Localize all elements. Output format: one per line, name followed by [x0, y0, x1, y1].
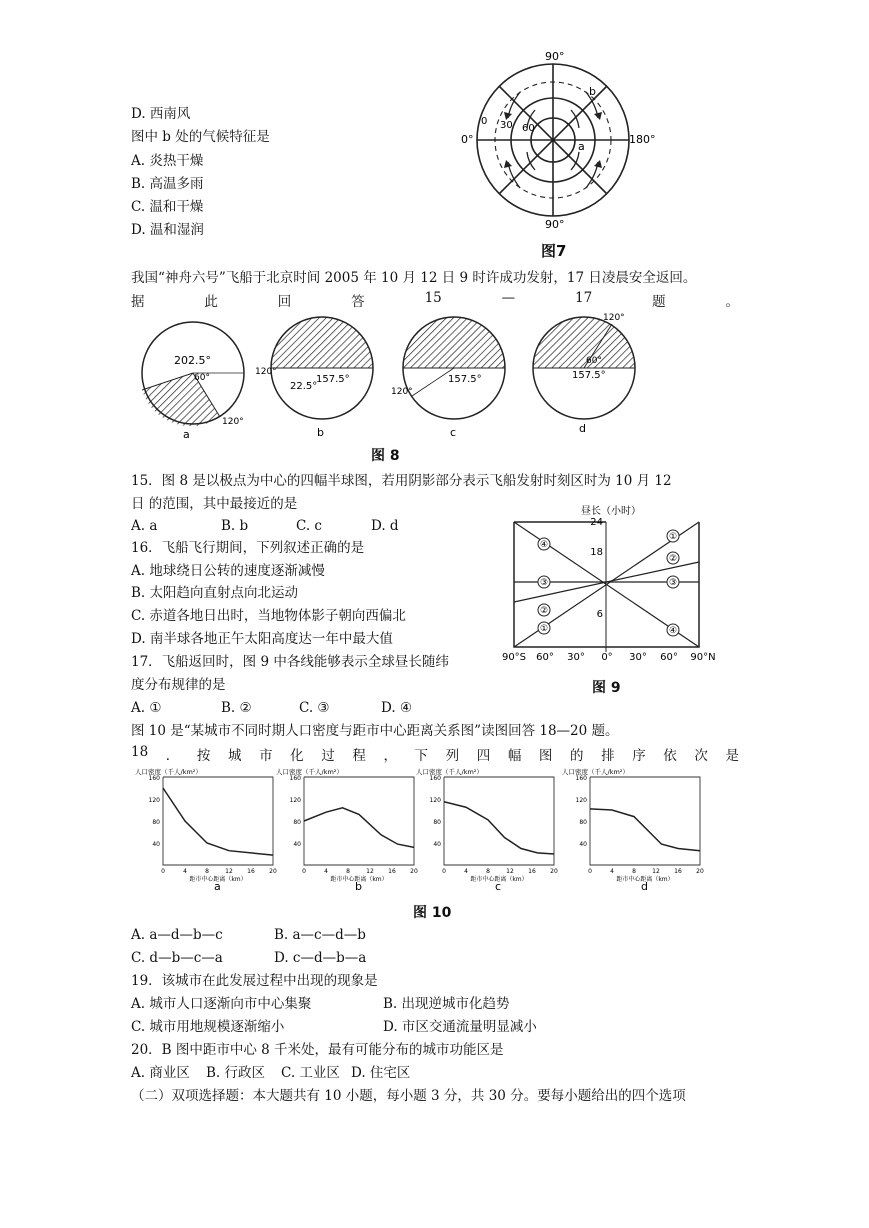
- fig10-ytick: 40: [293, 841, 301, 848]
- option-c: C. 温和干燥: [131, 199, 204, 215]
- fig9-caption: 图 9: [592, 680, 621, 696]
- svg-text:90°S: 90°S: [501, 652, 527, 663]
- fig10-xtick: 16: [247, 868, 255, 875]
- fig10-xtick: 8: [486, 868, 490, 875]
- section-2-heading: （二）双项选择题：本大题共有 10 小题，每小题 3 分，共 30 分。要每小题给出的四个选项: [131, 1088, 686, 1104]
- q19-options-row2: C. 城市用地规模逐渐缩小 D. 市区交通流量明显减小: [131, 1019, 537, 1035]
- fig10-xtick: 12: [225, 868, 233, 875]
- fig9-ylabel: 昼长（小时）: [581, 506, 641, 517]
- q15-line2: 日 的范围，其中最接近的是: [131, 496, 298, 512]
- q18-options-row2: C. d—b—c—a D. c—d—b—a: [131, 950, 367, 966]
- option-d: D. 温和湿润: [131, 222, 204, 238]
- option-a: A. 炎热干燥: [131, 153, 204, 169]
- fig10-xtick: 12: [652, 868, 660, 875]
- fig10-curve-b: [304, 808, 414, 848]
- fig10-panel-c: [416, 767, 558, 893]
- intro-15-17-line2: 据 此 回 答 15 — 17 题 。: [131, 290, 739, 310]
- fig10-xtick: 16: [388, 868, 396, 875]
- q18-stem: 18 ． 按 城 市 化 过 程 ， 下 列 四 幅 图 的 排 序 依 次 是: [131, 744, 739, 764]
- svg-text:②: ②: [668, 554, 678, 564]
- svg-text:157.5°: 157.5°: [448, 374, 482, 385]
- svg-text:30°: 30°: [629, 652, 647, 663]
- fig10-xtick: 20: [410, 868, 418, 875]
- intro-15-17: 我国“神舟六号”飞船于北京时间 2005 年 10 月 12 日 9 时许成功发射，17 日凌晨安全返回。: [131, 270, 697, 286]
- fig10-ytick: 160: [289, 775, 301, 782]
- fig10-ytick: 80: [152, 819, 160, 826]
- fig10-panel-a: [135, 767, 277, 893]
- fig10-ytick: 160: [429, 775, 441, 782]
- fig10-panel-b: [276, 767, 418, 893]
- svg-text:60°: 60°: [660, 652, 678, 663]
- svg-text:202.5°: 202.5°: [174, 354, 211, 367]
- fig10-xtick: 8: [632, 868, 636, 875]
- fig10-xtick: 16: [674, 868, 682, 875]
- fig7-point-b: b: [589, 85, 596, 98]
- fig10-xtick: 12: [506, 868, 514, 875]
- fig10-xtick: 8: [346, 868, 350, 875]
- svg-text:①: ①: [668, 532, 678, 542]
- fig7-left-label: 0°: [461, 133, 474, 146]
- svg-text:24: 24: [590, 517, 603, 528]
- fig10-xtick: 4: [324, 868, 328, 875]
- fig10-xtick: 4: [610, 868, 614, 875]
- q17-line2: 度分布规律的是: [131, 677, 226, 693]
- svg-text:120°: 120°: [603, 313, 625, 323]
- svg-text:①: ①: [539, 624, 549, 634]
- fig10-xlabel: 距市中心距离（km）: [330, 876, 388, 883]
- svg-text:22.5°: 22.5°: [290, 381, 318, 392]
- fig10-ytick: 40: [579, 841, 587, 848]
- q17-options: A. ① B. ② C. ③ D. ④: [131, 700, 413, 716]
- fig10-xlabel: 距市中心距离（km）: [470, 876, 528, 883]
- svg-text:③: ③: [668, 578, 678, 588]
- q14-option-d: D. 西南风: [131, 106, 191, 122]
- fig7-top-label: 90°: [545, 50, 565, 63]
- fig10-ytick: 80: [293, 819, 301, 826]
- fig10-ytick: 160: [148, 775, 160, 782]
- fig10-ytick: 80: [579, 819, 587, 826]
- q15-options: A. a B. b C. c D. d: [131, 518, 399, 534]
- svg-text:157.5°: 157.5°: [316, 374, 350, 385]
- fig7-lat0: 0: [481, 116, 488, 127]
- fig10-ytick: 120: [289, 797, 301, 804]
- q16-stem: 16．飞船飞行期间，下列叙述正确的是: [131, 540, 365, 556]
- fig7-lat30: 30: [500, 120, 513, 131]
- fig10-caption: 图 10: [413, 905, 452, 921]
- fig10-curve-a: [163, 788, 273, 855]
- fig10-xlabel: 距市中心距离（km）: [616, 876, 674, 883]
- q18-options-row1: A. a—d—b—c B. a—c—d—b: [131, 927, 366, 943]
- intro-18-20: 图 10 是“某城市不同时期人口密度与距市中心距离关系图”读图回答 18—20 题。: [131, 723, 619, 739]
- fig10-ylabel: 人口密度（千人/km²）: [276, 768, 343, 776]
- fig10-ylabel: 人口密度（千人/km²）: [416, 768, 483, 776]
- fig10-xtick: 12: [366, 868, 374, 875]
- fig10-panel-d: [562, 767, 704, 893]
- fig7-caption: 图7: [541, 242, 567, 260]
- svg-text:18: 18: [590, 547, 603, 558]
- fig10-xtick: 4: [183, 868, 187, 875]
- fig10-label-b: b: [355, 880, 362, 893]
- q20-options: A. 商业区 B. 行政区 C. 工业区 D. 住宅区: [131, 1065, 411, 1081]
- svg-text:30°: 30°: [567, 652, 585, 663]
- q16-option-a: A. 地球绕日公转的速度逐渐减慢: [131, 563, 325, 579]
- option-b: B. 高温多雨: [131, 176, 204, 192]
- svg-text:60°: 60°: [536, 652, 554, 663]
- fig10-xtick: 0: [588, 868, 592, 875]
- fig7-lat60: 60: [522, 123, 535, 134]
- svg-text:90°N: 90°N: [690, 652, 716, 663]
- fig10-curve-c: [444, 802, 554, 854]
- fig10-xtick: 20: [696, 868, 704, 875]
- fig10-xlabel: 距市中心距离（km）: [189, 876, 247, 883]
- svg-text:③: ③: [539, 578, 549, 588]
- fig10-ytick: 120: [148, 797, 160, 804]
- q16-option-d: D. 南半球各地正午太阳高度达一年中最大值: [131, 631, 393, 647]
- q16-option-c: C. 赤道各地日出时，当地物体影子朝向西偏北: [131, 608, 406, 624]
- svg-text:②: ②: [539, 606, 549, 616]
- fig10-xtick: 4: [464, 868, 468, 875]
- fig10-ytick: 40: [152, 841, 160, 848]
- fig10-ylabel: 人口密度（千人/km²）: [135, 768, 202, 776]
- fig10-ytick: 80: [433, 819, 441, 826]
- svg-text:60°: 60°: [586, 356, 602, 366]
- fig10-ytick: 40: [433, 841, 441, 848]
- fig8-label-d: d: [579, 422, 586, 435]
- fig10-xtick: 8: [205, 868, 209, 875]
- fig7-point-a: a: [578, 140, 585, 153]
- svg-text:120°: 120°: [391, 387, 413, 397]
- fig10-xtick: 20: [550, 868, 558, 875]
- fig10-xtick: 20: [269, 868, 277, 875]
- fig10-label-d: d: [641, 880, 648, 893]
- fig10-xtick: 16: [528, 868, 536, 875]
- fig8-label-b: b: [317, 426, 324, 439]
- fig10-ytick: 160: [575, 775, 587, 782]
- q20-stem: 20．B 图中距市中心 8 千米处，最有可能分布的城市功能区是: [131, 1042, 504, 1058]
- fig8-label-c: c: [450, 426, 457, 439]
- fig7-bottom-label: 90°: [545, 218, 565, 231]
- fig8-caption: 图 8: [371, 448, 400, 464]
- fig10-xtick: 0: [161, 868, 165, 875]
- svg-text:④: ④: [668, 626, 678, 636]
- svg-text:④: ④: [539, 540, 549, 550]
- q15-line1: 15．图 8 是以极点为中心的四幅半球图，若用阴影部分表示飞船发射时刻区时为 10 月 12: [131, 473, 672, 489]
- question-stem: 图中 b 处的气候特征是: [131, 129, 270, 145]
- fig10-ytick: 120: [429, 797, 441, 804]
- svg-text:120°: 120°: [255, 367, 277, 377]
- fig10-ytick: 120: [575, 797, 587, 804]
- fig10-xtick: 0: [302, 868, 306, 875]
- svg-text:120°: 120°: [222, 417, 244, 427]
- q19-options-row1: A. 城市人口逐渐向市中心集聚 B. 出现逆城市化趋势: [131, 996, 510, 1012]
- fig10-label-a: a: [214, 880, 221, 893]
- svg-text:6: 6: [596, 609, 603, 620]
- fig10-curve-d: [590, 809, 700, 851]
- svg-text:0°: 0°: [601, 652, 613, 663]
- q19-stem: 19．该城市在此发展过程中出现的现象是: [131, 973, 378, 989]
- fig8-label-a: a: [183, 428, 190, 441]
- fig10-label-c: c: [495, 880, 502, 893]
- q17-line1: 17．飞船返回时，图 9 中各线能够表示全球昼长随纬: [131, 654, 449, 670]
- fig10-ylabel: 人口密度（千人/km²）: [562, 768, 629, 776]
- svg-text:60°: 60°: [194, 373, 210, 383]
- svg-text:157.5°: 157.5°: [572, 370, 606, 381]
- fig7-right-label: 180°: [629, 133, 656, 146]
- fig10-xtick: 0: [442, 868, 446, 875]
- q16-option-b: B. 太阳趋向直射点向北运动: [131, 585, 299, 601]
